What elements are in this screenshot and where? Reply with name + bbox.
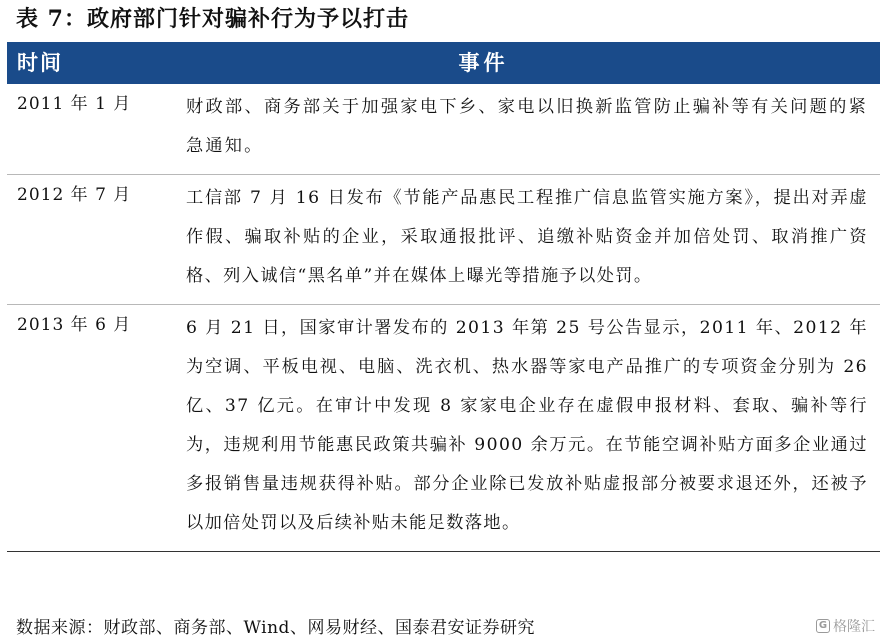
header-event: 事件 [458,51,509,75]
row-event: 工信部 7 月 16 日发布《节能产品惠民工程推广信息监管实施方案》，提出对弄虚作假、骗取补贴的企业，采取通报批评、追缴补贴资金并加倍处罚、取消推广资格、列入诚信“黑名单”并在媒体上曝光等措施予以处罚。 [186,188,868,286]
watermark [816,616,875,636]
header-time: 时间 [17,51,63,75]
gelonghui-logo-icon: G [816,619,830,633]
row-event: 财政部、商务部关于加强家电下乡、家电以旧换新监管防止骗补等有关问题的紧急通知。 [186,97,868,156]
table-header [7,42,880,84]
row-date: 2012 年 7 月 [17,185,132,205]
watermark-text: 格隆汇 [833,619,875,635]
row-event: 6 月 21 日，国家审计署发布的 2013 年第 25 号公告显示，2011 年、2012 年为空调、平板电视、电脑、洗衣机、热水器等家电产品推广的专项资金分别为 26 亿、37 亿元。在审计中发现 8 家家电企业存在虚假申报材料、套取、骗补等行为，违规利用节能惠民政策共骗补 9000 余万元。在节能空调补贴方面多企业通过多报销售量违规获得补贴。部分企业除已发放补贴虚报部分被要求退还外，还被予以加倍处罚以及后续补贴未能足数落地。 [186,318,868,533]
row-date: 2011 年 1 月 [17,94,132,114]
table-row [7,84,880,175]
table-row [7,175,880,305]
table-row [7,305,880,552]
row-date: 2013 年 6 月 [17,315,132,335]
table-title: 表 7：政府部门针对骗补行为予以打击 [16,6,409,32]
event-table [7,42,880,552]
data-source-note: 数据来源：财政部、商务部、Wind、网易财经、国泰君安证券研究 [16,618,535,638]
